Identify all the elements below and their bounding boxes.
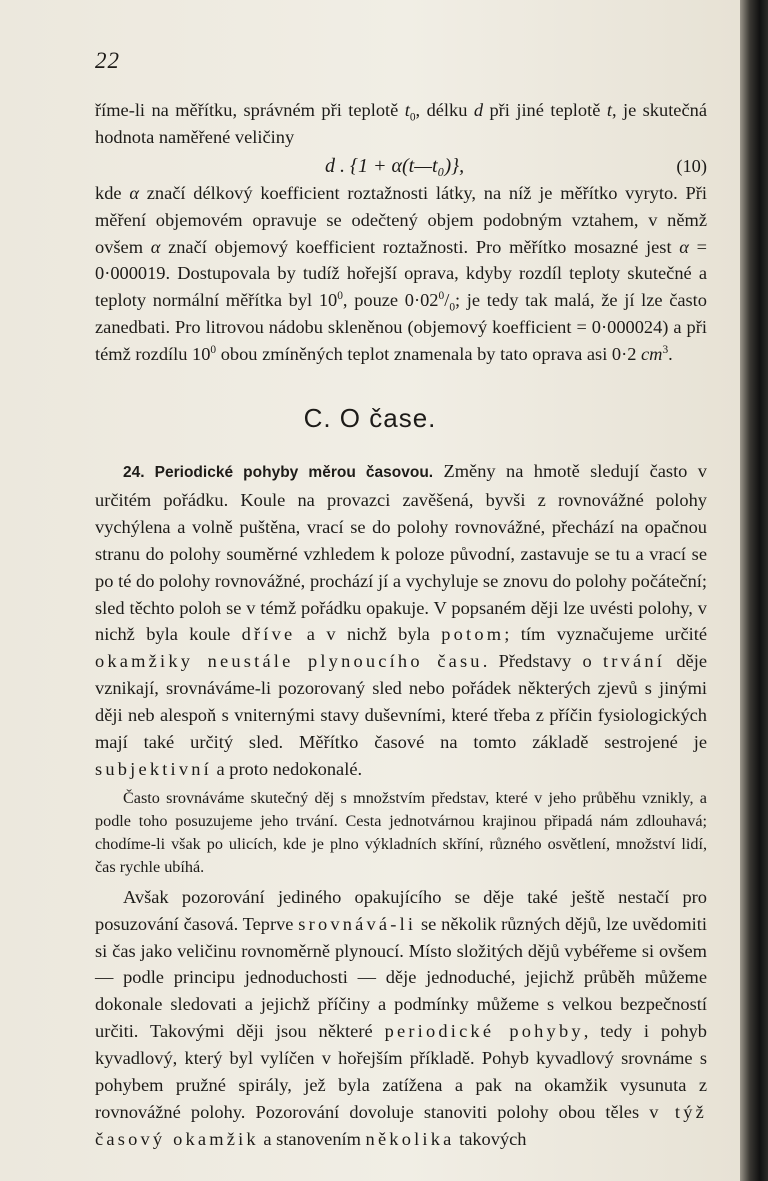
equation-number: (10) (676, 155, 707, 176)
paragraph-intro: říme-li na měřítku, správném při teplotě $t_0$, délku d při jiné teplotě t, je skutečná hodnota naměřené veličiny d . {1 + α(t—t₀)}, (10) kde α značí délkový koefficient roztažnosti látky, na níž je měřítko vyryto. Při měření objemovém opravuje se odečtený objem podobným vztahem, v němž ovšem α značí objemový koefficient roztažnosti. Pro měřítko mosazné jest α = 0·000019. Dostupovala by tudíž hořejší oprava, kdyby rozdíl teploty skutečné a teploty normální měřítka byl $10^0$, pouze $0\cdot 02^0/_0$; je tedy tak malá, že jí lze často zanedbati. Pro litrovou nádobu skleněnou (objemový koefficient = 0·000024) a při témž rozdílu $10^0$ obou zmíněných teplot znamenala by tato oprava asi 0·2 $cm^3$. (95, 97, 707, 368)
paragraph-comparison: Avšak pozorování jediného opakujícího se děje také ještě nestačí pro posuzování časová. Teprve srovnává-li se několik různých dějů, lze uvědomiti si čas jako veličinu rovnoměrně plynoucí. Místo složitých dějů vybéřeme si ovšem — podle principu jednoduchosti — děje jednoduché, jejichž průběh můžeme dokonale sledovati a jejichž příčiny a podmínky můžeme s velkou bezpečností určiti. Takovými ději jsou některé periodické pohyby, tedy i pohyb kyvadlový, který byl vylíčen v hořejším příkladě. Pohyb kyvadlový srovnáme s pohybem pružné spirály, jež byla zatížena a pak na okamžik vysunuta z rovnovážné polohy. Pozorování dovoluje stanoviti polohy obou těles v týž časový okamžik a stanovením několika takových (95, 886, 707, 1149)
book-spine-edge (740, 0, 768, 1181)
paragraph-coefficient: kde α značí délkový koefficient roztažnosti látky, na níž je měřítko vyryto. Při měření objemovém opravuje se odečtený objem podobným vztahem, v němž ovšem α značí objemový koefficient roztažnosti. Pro měřítko mosazné jest α = 0·000019. Dostupovala by tudíž hořejší oprava, kdyby rozdíl teploty skutečné a teploty normální měřítka byl $10^0$, pouze $0\cdot 02^0/_0$; je tedy tak malá, že jí lze často zanedbati. Pro litrovou nádobu skleněnou (objemový koefficient = 0·000024) a při témž rozdílu $10^0$ obou zmíněných teplot znamenala by tato oprava asi 0·2 $cm^3$. (95, 182, 707, 365)
section-heading: C. O čase. (303, 403, 437, 433)
subsection-title: 24. Periodické pohyby měrou časovou. (123, 464, 434, 481)
section-body (95, 458, 707, 1153)
formula-10 (95, 153, 707, 180)
formula-expression: d . {1 + α(t—t₀)}, (325, 154, 465, 177)
paragraph-periodic-motion: 24. Periodické pohyby měrou časovou. Změny na hmotě sledují často v určitém pořádku. Koule na provazci zavěšená, byvši z rovnovážné polohy vychýlena a volně puštěna, vrací se do polohy rovnovážné, přechází na opačnou stranu do polohy souměrné vzhledem k poloze původní, zastavuje se tu a vrací se po té do polohy rovnovážné, prochází jí a vychyluje se znovu do polohy počáteční; sled těchto poloh se v témž pořádku opakuje. V popsaném ději lze uvésti polohy, v nichž byla koule dříve a v nichž byla potom; tím vyznačujeme určité okamžiky neustále plynoucího času. Představy o trvání děje vznikají, srovnáváme-li pozorovaný sled nebo pořádek některých zjevů s jinými ději neb alespoň s vniternými stavy duševními, které třeba z příčin fysiologických mají také určitý sled. Měřítko časové na tomto základě sestrojené je subjektivní a proto nedokonalé. (95, 461, 708, 779)
page-number: 22 (95, 48, 120, 73)
paragraph-note: Často srovnáváme skutečný děj s množstvím představ, které v jeho průběhu vznikly, a podle toho posuzujeme jeho trvání. Cesta jednotvárnou krajinou připadá nám zdlouhavá; chodíme-li však po ulicích, kde je plno výkladních skříní, různého osvětlení, množství lidí, čas rychle ubíhá. (95, 788, 707, 877)
